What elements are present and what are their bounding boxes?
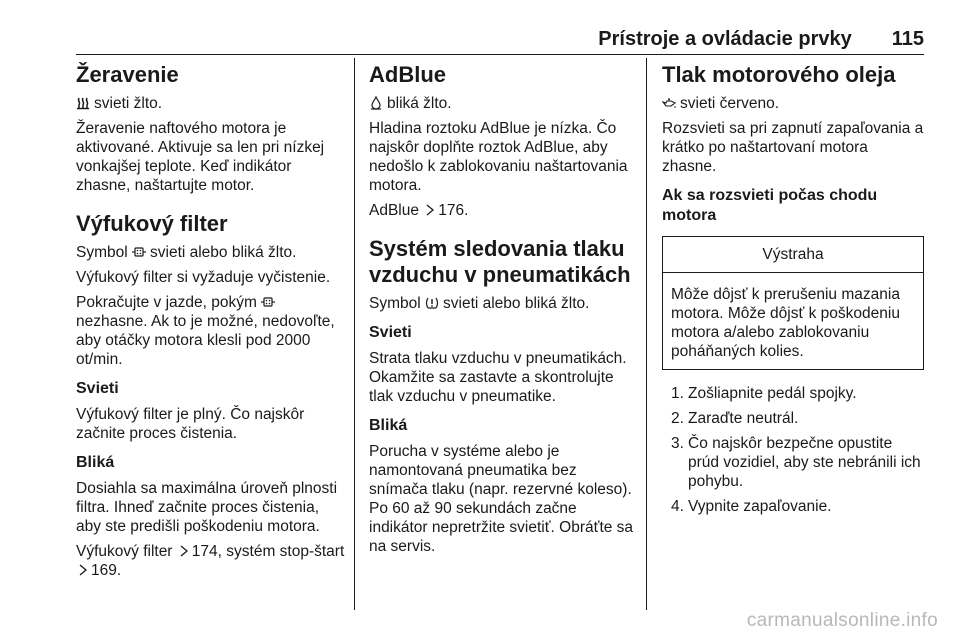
column-2	[369, 62, 635, 562]
cross-reference[interactable]: 176.	[438, 202, 469, 219]
steps-list	[662, 384, 924, 516]
heading-while-running: Ak sa rozsvieti počas chodu motora	[662, 187, 878, 224]
paragraph: Pokračujte v jazde, pokým nezhasne. Ak to je možné, nedovoľte, aby otáčky motora klesli pod 2000 ot/min.	[76, 294, 335, 368]
column-1	[76, 62, 346, 586]
paragraph: Výfukový filter 174, systém stop-štart 169.	[76, 543, 345, 579]
column-divider	[646, 58, 647, 610]
paragraph: AdBlue 176.	[369, 202, 469, 219]
heading-tire-pressure: Systém sledovania tlaku vzduchu v pneumatikách	[369, 236, 631, 287]
paragraph: Symbol svieti alebo bliká žlto.	[76, 244, 297, 261]
adblue-icon	[369, 96, 383, 110]
heading-adblue: AdBlue	[369, 62, 446, 87]
paragraph: bliká žlto.	[369, 94, 635, 113]
paragraph: Hladina roztoku AdBlue je nízka. Čo najskôr doplňte roztok AdBlue, aby nedošlo k zablokovaniu naštartovania motora.	[369, 120, 628, 194]
paragraph: Výfukový filter je plný. Čo najskôr začnite proces čistenia.	[76, 406, 305, 442]
list-item: 2. Zaraďte neutrál.	[671, 410, 799, 427]
page-reference-icon	[179, 545, 189, 557]
paragraph: Žeravenie naftového motora je aktivované. Aktivuje sa len pri nízkej vonkajšej teplote. Keď indikátor zhasne, naštartujte motor.	[76, 120, 325, 194]
warning-box	[662, 236, 924, 370]
column-divider	[354, 58, 355, 610]
oil-can-icon	[662, 96, 676, 110]
paragraph: svieti žlto.	[76, 94, 346, 113]
list-item: 3. Čo najskôr bezpečne opustite prúd vozidiel, aby ste nebránili ich pohybu.	[671, 435, 921, 490]
paragraph: Dosiahla sa maximálna úroveň plnosti filtra. Ihneď začnite proces čistenia, aby ste predišli poškodeniu motora.	[76, 480, 338, 535]
heading-oil-pressure: Tlak motorového oleja	[662, 62, 896, 87]
heading-blika: Bliká	[76, 454, 115, 471]
list-item: 1. Zošliapnite pedál spojky.	[671, 385, 857, 402]
heading-svieti: Svieti	[76, 380, 119, 397]
paragraph: Rozsvieti sa pri zapnutí zapaľovania a krátko po naštartovaní motora zhasne.	[662, 120, 924, 175]
cross-reference[interactable]: 169.	[91, 562, 122, 579]
paragraph: Strata tlaku vzduchu v pneumatikách. Okamžite sa zastavte a skontrolujte tlak vzduchu v pneumatike.	[369, 350, 627, 405]
glow-plug-icon	[76, 96, 90, 110]
cross-reference[interactable]: 174, systém stop-štart	[191, 543, 345, 560]
paragraph: svieti červeno.	[662, 94, 924, 113]
paragraph: Porucha v systéme alebo je namontovaná pneumatika bez snímača tlaku (napr. rezervné koleso). Po 60 až 90 sekundách začne indikátor nepretržite svietiť. Obráťte sa na servis.	[369, 443, 634, 555]
page-header	[76, 28, 924, 50]
column-3	[662, 62, 924, 522]
warning-title: Výstraha	[663, 237, 923, 273]
page-number: 115	[891, 28, 924, 50]
heading-exhaust-filter: Výfukový filter	[76, 211, 228, 236]
header-title: Prístroje a ovládacie prvky	[598, 28, 852, 50]
heading-zeravenie: Žeravenie	[76, 62, 179, 87]
list-item: 4. Vypnite zapaľovanie.	[671, 498, 832, 515]
paragraph: Výfukový filter si vyžaduje vyčistenie.	[76, 269, 331, 286]
warning-text: Môže dôjsť k prerušeniu mazania motora. Môže dôjsť k poškodeniu motora a/alebo zablokovaniu poháňaných kolies.	[671, 286, 900, 360]
tire-pressure-icon	[425, 296, 439, 310]
page-reference-icon	[78, 564, 88, 576]
exhaust-filter-icon	[132, 245, 146, 259]
page-reference-icon	[425, 204, 435, 216]
paragraph: Symbol svieti alebo bliká žlto.	[369, 295, 590, 312]
heading-blika: Bliká	[369, 417, 408, 434]
watermark: carmanualsonline.info	[746, 610, 938, 631]
heading-svieti: Svieti	[369, 324, 412, 341]
exhaust-filter-icon	[261, 295, 275, 309]
header-rule	[76, 54, 924, 55]
